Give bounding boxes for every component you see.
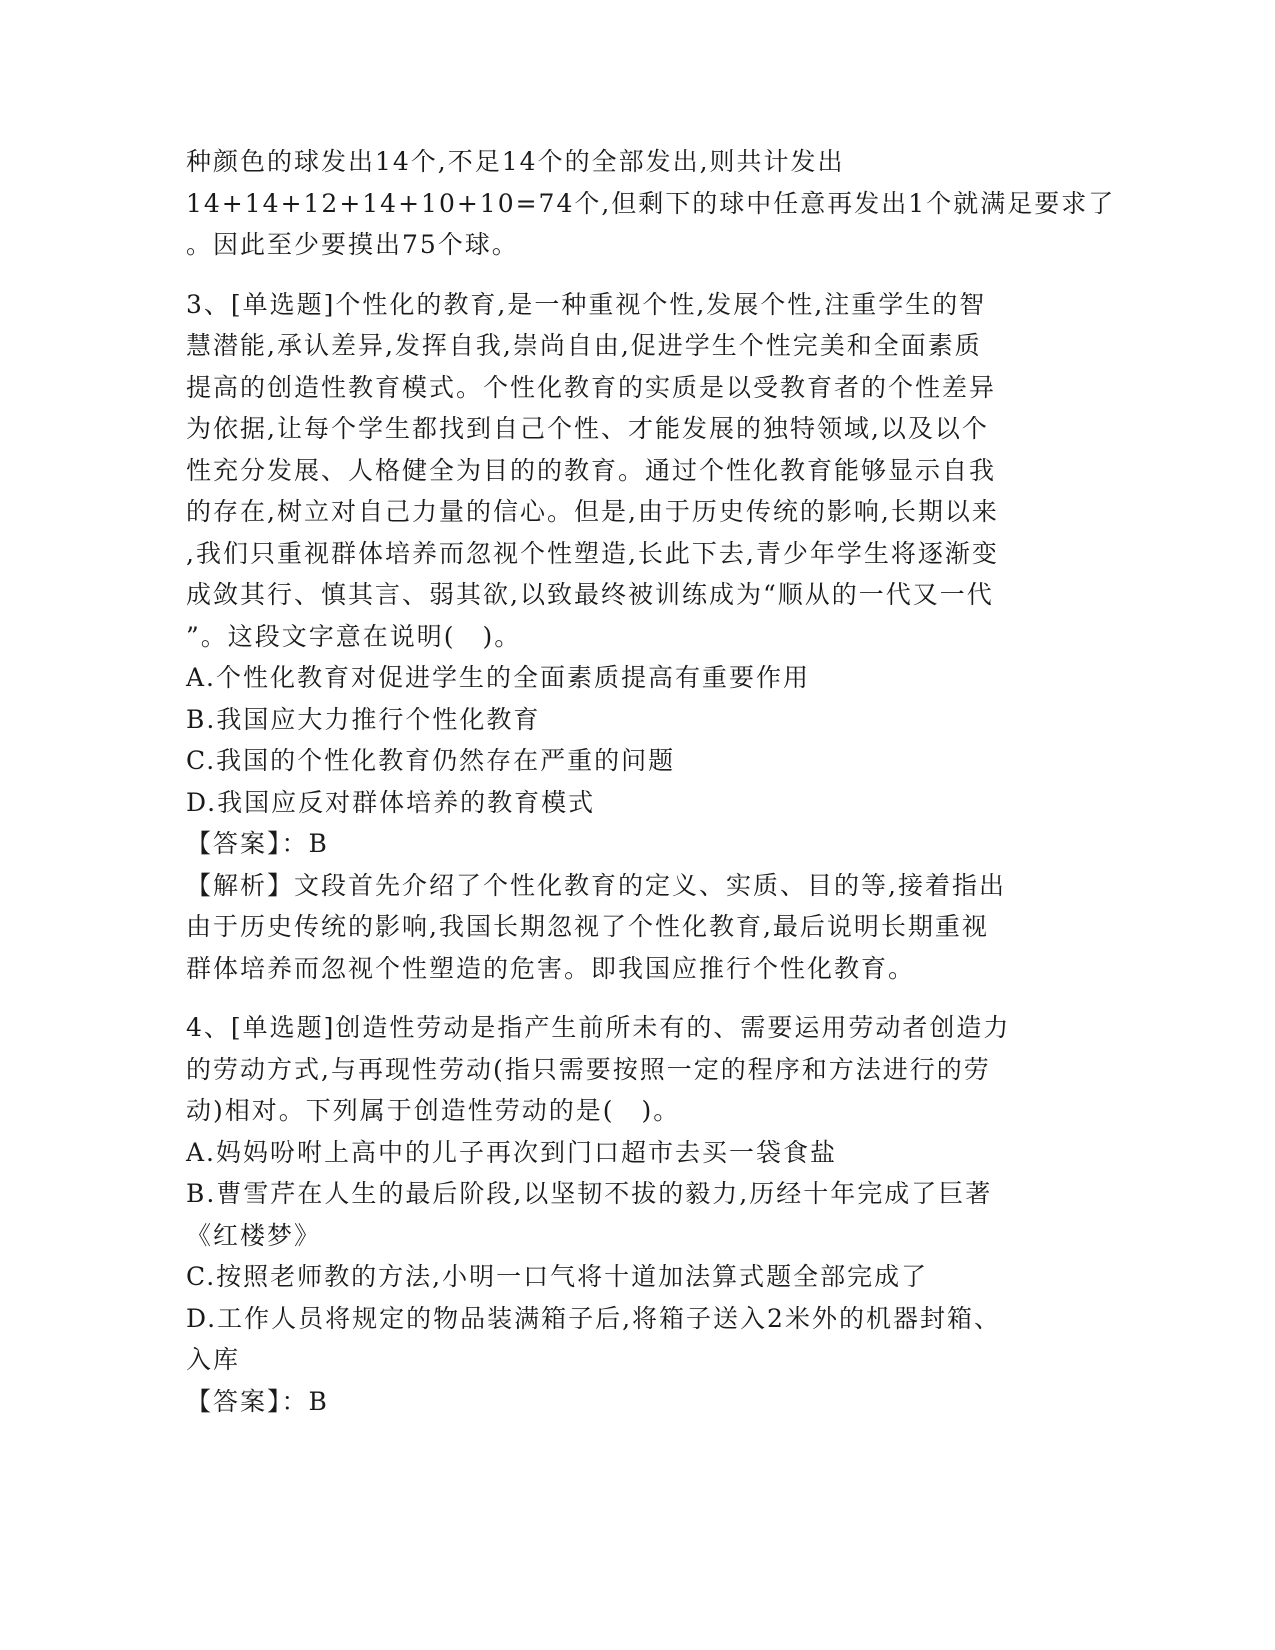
prev-explanation-line: 种颜色的球发出14个,不足14个的全部发出,则共计发出 xyxy=(186,147,845,176)
question-3-stem-line: ,我们只重视群体培养而忽视个性塑造,长此下去,青少年学生将逐渐变 xyxy=(186,539,999,568)
question-3-stem-line: 成敛其行、慎其言、弱其欲,以致最终被训练成为“顺从的一代又一代 xyxy=(186,580,994,609)
question-4-stem-line: 的劳动方式,与再现性劳动(指只需要按照一定的程序和方法进行的劳 xyxy=(186,1055,991,1084)
question-3-explanation-line: 【解析】文段首先介绍了个性化教育的定义、实质、目的等,接着指出 xyxy=(186,871,1006,900)
question-3-explanation-line: 群体培养而忽视个性塑造的危害。即我国应推行个性化教育。 xyxy=(186,954,916,983)
question-3-option-c: C.我国的个性化教育仍然存在严重的问题 xyxy=(186,746,676,775)
question-3-stem-line: 为依据,让每个学生都找到自己个性、才能发展的独特领域,以及以个 xyxy=(186,414,989,443)
question-3-option-d: D.我国应反对群体培养的教育模式 xyxy=(186,788,596,817)
question-3-option-a: A.个性化教育对促进学生的全面素质提高有重要作用 xyxy=(186,663,811,692)
question-3-answer: 【答案】：B xyxy=(186,829,329,858)
prev-explanation-line: 。因此至少要摸出75个球。 xyxy=(186,230,519,259)
question-4-option-a: A.妈妈吩咐上高中的儿子再次到门口超市去买一袋食盐 xyxy=(186,1138,838,1167)
question-3-explanation-line: 由于历史传统的影响,我国长期忽视了个性化教育,最后说明长期重视 xyxy=(186,912,989,941)
question-4-stem-line: 动)相对。下列属于创造性劳动的是( )。 xyxy=(186,1096,681,1125)
question-3-option-b: B.我国应大力推行个性化教育 xyxy=(186,705,541,734)
question-4-option-b: B.曹雪芹在人生的最后阶段,以坚韧不拔的毅力,历经十年完成了巨著 xyxy=(186,1179,993,1208)
question-3-stem-line: 的存在,树立对自己力量的信心。但是,由于历史传统的影响,长期以来 xyxy=(186,497,999,526)
question-4-option-d-continued: 入库 xyxy=(186,1345,241,1374)
question-4-option-d: D.工作人员将规定的物品装满箱子后,将箱子送入2米外的机器封箱、 xyxy=(186,1304,1001,1333)
question-4-stem-line: 4、[单选题]创造性劳动是指产生前所未有的、需要运用劳动者创造力 xyxy=(186,1013,1011,1042)
question-4-option-b-continued: 《红楼梦》 xyxy=(186,1221,322,1250)
question-3-stem-line: 提高的创造性教育模式。个性化教育的实质是以受教育者的个性差异 xyxy=(186,373,997,402)
question-4-answer: 【答案】：B xyxy=(186,1387,329,1416)
question-3-stem-line: 性充分发展、人格健全为目的的教育。通过个性化教育能够显示自我 xyxy=(186,456,997,485)
question-4-option-c: C.按照老师教的方法,小明一口气将十道加法算式题全部完成了 xyxy=(186,1262,929,1291)
question-3-stem-line: ”。这段文字意在说明( )。 xyxy=(186,622,522,651)
question-3-stem-line: 3、[单选题]个性化的教育,是一种重视个性,发展个性,注重学生的智 xyxy=(186,290,987,319)
question-3-stem-line: 慧潜能,承认差异,发挥自我,崇尚自由,促进学生个性完美和全面素质 xyxy=(186,331,982,360)
prev-explanation-line: 14+14+12+14+10+10=74个,但剩下的球中任意再发出1个就满足要求了 xyxy=(186,189,1116,218)
